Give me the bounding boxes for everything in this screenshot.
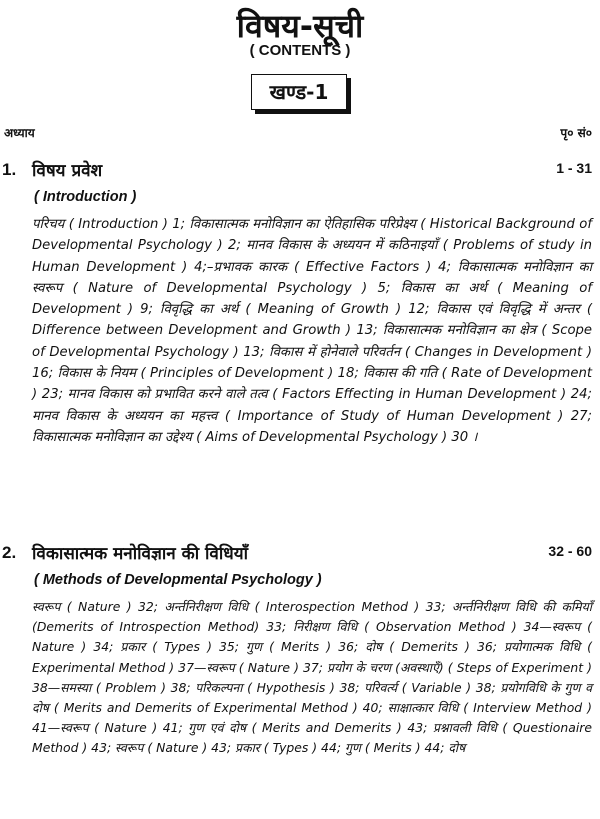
- chapter-topics: परिचय ( Introduction ) 1; विकासात्मक मनोविज्ञान का ऐतिहासिक परिप्रेक्ष्य ( Historical Background of Developmental Psychology ) 2; मानव विकास के अध्ययन में कठिनाइयाँ ( Problems of study in Human Development ) 4;–प्रभावक कारक ( Effective Factors ) 4; विकासात्मक मनोविज्ञान का स्वरूप ( Nature of Developmental Psychology ) 5; विकास का अर्थ ( Meaning of Development ) 9; विवृद्धि का अर्थ ( Meaning of Growth ) 12; विकास एवं विवृद्धि में अन्तर ( Difference between Development and Growth ) 13; विकासात्मक मनोविज्ञान का क्षेत्र ( Scope of Developmental Psychology ) 13; विकास में होनेवाले परिवर्तन ( Changes in Development ) 16; विकास के नियम ( Principles of Development ) 18; विकास की गति ( Rate of Development ) 23; मानव विकास को प्रभावित करने वाले तत्व ( Factors Effecting in Human Development ) 24; मानव विकास के अध्ययन का महत्त्व ( Importance of Study of Human Development ) 27; विकासात्मक मनोविज्ञान का उद्देश्य ( Aims of Developmental Psychology ) 30 ।: [32, 217, 592, 445]
- chapter-subtitle: ( Introduction ): [34, 189, 137, 205]
- chapter-page-range: 32 - 60: [548, 543, 592, 559]
- chapter-entry: [0, 543, 600, 759]
- chapter-number: 2.: [2, 543, 17, 562]
- chapter-page-range: 1 - 31: [556, 160, 592, 176]
- chapter-column-header: अध्याय: [4, 126, 35, 140]
- page-title: विषय-सूची: [236, 7, 364, 45]
- chapter-entry: [0, 160, 600, 448]
- section-label: खण्ड-1: [251, 74, 347, 110]
- chapter-topics: स्वरूप ( Nature ) 32; अर्न्तनिरीक्षण विधि ( Interospection Method ) 33; अर्न्तनिरीक्षण विधि की कमियाँ (Demerits of Introspection Method) 33; निरीक्षण विधि ( Observation Method ) 34—स्वरूप ( Nature ) 34; प्रकार ( Types ) 35; गुण ( Merits ) 36; दोष ( Demerits ) 36; प्रयोगात्मक विधि ( Experimental Method ) 37—स्वरूप ( Nature ) 37; प्रयोग के चरण (अवस्थाएँ) ( Steps of Experiment ) 38—समस्या ( Problem ) 38; परिकल्पना ( Hypothesis ) 38; परिवर्त्य ( Variable ) 38; प्रयोगविधि के गुण व दोष ( Merits and Demerits of Experimental Method ) 40; साक्षात्कार विधि ( Interview Method ) 41—स्वरूप ( Nature ) 41; गुण एवं दोष ( Merits and Demerits ) 43; प्रश्नावली विधि ( Questionaire Method ) 43; स्वरूप ( Nature ) 43; प्रकार ( Types ) 44; गुण ( Merits ) 44; दोष: [32, 599, 592, 756]
- chapter-title: विकासात्मक मनोविज्ञान की विधियाँ: [32, 544, 248, 564]
- page-subtitle: ( CONTENTS ): [249, 42, 351, 59]
- chapter-title: विषय प्रवेश: [32, 161, 103, 181]
- chapter-subtitle: ( Methods of Developmental Psychology ): [34, 572, 322, 588]
- chapter-number: 1.: [2, 160, 17, 179]
- page-number-column-header: पृ० सं०: [560, 126, 592, 140]
